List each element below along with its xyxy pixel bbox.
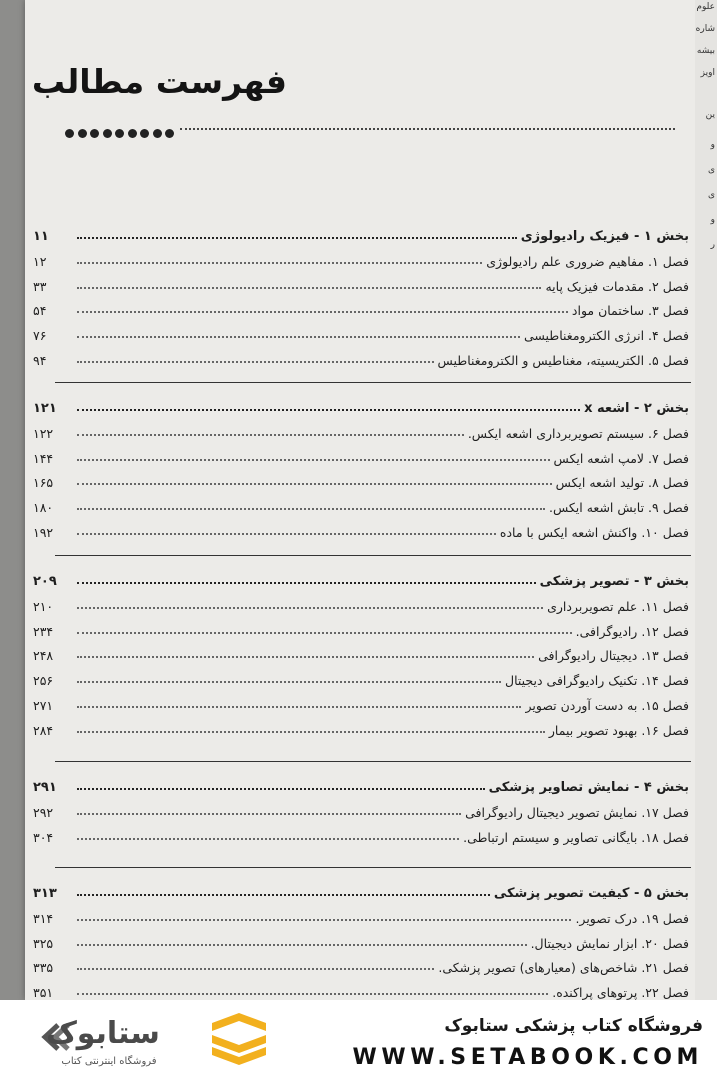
chapter-entry — [33, 691, 689, 713]
site-url[interactable]: WWW.SETABOOK.COM — [352, 1045, 703, 1070]
chapter-entry-title: فصل ۱۸. بایگانی تصاویر و سیستم ارتباطی. — [463, 830, 689, 845]
chapter-entry — [33, 929, 689, 951]
chapter-entry — [33, 468, 689, 490]
book-page — [25, 0, 697, 1000]
dot-leader — [77, 434, 464, 436]
chapter-entry-title: فصل ۱۳. دیجیتال رادیوگرافی — [538, 648, 689, 663]
chapter-entry-page-number: ۹۴ — [33, 353, 47, 368]
dot-leader — [77, 968, 434, 970]
chapter-entry-title: فصل ۱۹. درک تصویر. — [575, 911, 689, 926]
chapter-entry-page-number: ۳۵۱ — [33, 985, 54, 1000]
chapter-entry-page-number: ۱۴۴ — [33, 451, 54, 466]
chapter-entry-page-number: ۲۱۰ — [33, 599, 54, 614]
chapter-entry — [33, 666, 689, 688]
book-logo-icon — [208, 1013, 270, 1067]
logo-tagline: فروشگاه اینترنتی کتاب — [61, 1056, 157, 1067]
section-divider — [55, 867, 691, 868]
part-heading — [33, 567, 689, 589]
chapter-entry — [33, 518, 689, 540]
chapter-entry-title: فصل ۲۱. شاخص‌های (معیارهای) تصویر پزشکی. — [438, 960, 689, 975]
chapter-entry-page-number: ۳۳۵ — [33, 960, 54, 975]
chapter-entry-title: فصل ۸. تولید اشعه ایکس — [555, 475, 689, 490]
chapter-entry — [33, 617, 689, 639]
chapter-entry-title: فصل ۹. تابش اشعه ایکس. — [548, 500, 689, 515]
part-heading — [33, 394, 689, 416]
title-ornament — [65, 123, 675, 135]
chapter-entry-page-number: ۲۹۲ — [33, 805, 54, 820]
dot-leader — [77, 287, 541, 289]
chapter-entry-page-number: ۲۷۱ — [33, 698, 54, 713]
dot-leader — [77, 838, 459, 840]
chapter-entry-title: فصل ۶. سیستم تصویربرداری اشعه ایکس. — [467, 426, 689, 441]
part-heading-page-number: ۱۱ — [33, 229, 49, 244]
chapter-entry — [33, 953, 689, 975]
chapter-entry-page-number: ۱۲۲ — [33, 426, 54, 441]
chapter-entry-title: فصل ۱. مفاهیم ضروری علم رادیولوژی — [486, 254, 689, 269]
part-heading-title: بخش ۳ - تصویر پزشکی — [539, 574, 689, 589]
chapter-entry-title: فصل ۲۲. پرتوهای پراکنده. — [552, 985, 689, 1000]
chapter-entry-title: فصل ۱۵. به دست آوردن تصویر — [525, 698, 689, 713]
dot-leader — [77, 262, 482, 264]
chapter-entry-page-number: ۲۳۴ — [33, 624, 54, 639]
chapter-entry — [33, 346, 689, 368]
section-divider — [55, 382, 691, 383]
chapter-entry — [33, 904, 689, 926]
chapter-entry-page-number: ۳۳ — [33, 279, 47, 294]
dot-leader — [77, 632, 572, 634]
part-heading-page-number: ۲۹۱ — [33, 780, 57, 795]
chapter-entry — [33, 493, 689, 515]
dot-leader — [77, 311, 568, 313]
toc-title: فهرست مطالب — [31, 62, 287, 101]
part-heading-page-number: ۲۰۹ — [33, 574, 57, 589]
chapter-entry-title: فصل ۲۰. ابزار نمایش دیجیتال. — [530, 936, 689, 951]
chapter-entry-title: فصل ۳. ساختمان مواد — [571, 303, 689, 318]
dot-leader — [77, 533, 496, 535]
dot-leader — [77, 813, 461, 815]
chapter-entry-page-number: ۳۱۴ — [33, 911, 54, 926]
chapter-entry — [33, 978, 689, 1000]
dot-leader — [77, 409, 580, 411]
chapter-entry-title: فصل ۵. الکتریسیته، مغناطیس و الکترومغناطیس — [437, 353, 689, 368]
chapter-entry-title: فصل ۱۰. واکنش اشعه ایکس با ماده — [499, 525, 689, 540]
chapter-entry — [33, 592, 689, 614]
chapter-entry — [33, 444, 689, 466]
dot-leader — [77, 993, 548, 995]
chapter-entry — [33, 641, 689, 663]
chapter-entry-page-number: ۱۶۵ — [33, 475, 54, 490]
chapter-entry — [33, 296, 689, 318]
chapter-entry-title: فصل ۱۱. علم تصویربرداری — [547, 599, 689, 614]
chapter-entry — [33, 716, 689, 738]
next-page-edge: علوم شاره بیشه اویز ین و ی ی و ر — [695, 0, 717, 1000]
chapter-entry-title: فصل ۱۷. نمایش تصویر دیجیتال رادیوگرافی — [465, 805, 689, 820]
chapter-entry-title: فصل ۱۶. بهبود تصویر بیمار — [548, 723, 689, 738]
part-heading-title: بخش ۵ - کیفیت تصویر پزشکی — [493, 886, 689, 901]
chapter-entry-page-number: ۵۴ — [33, 303, 47, 318]
chapter-entry-page-number: ۳۰۴ — [33, 830, 54, 845]
part-heading-title: بخش ۴ - نمایش تصاویر پزشکی — [488, 780, 689, 795]
part-heading — [33, 773, 689, 795]
dot-leader — [77, 656, 534, 658]
chapter-entry — [33, 247, 689, 269]
section-divider — [55, 761, 691, 762]
dot-leader — [77, 894, 490, 896]
dot-leader — [77, 944, 527, 946]
chapter-entry — [33, 321, 689, 343]
chapter-entry-page-number: ۱۲ — [33, 254, 47, 269]
chapter-entry-page-number: ۷۶ — [33, 328, 47, 343]
chapter-entry-page-number: ۲۸۴ — [33, 723, 54, 738]
dot-leader — [77, 508, 545, 510]
chapter-entry-page-number: ۱۹۲ — [33, 525, 54, 540]
part-heading-page-number: ۱۲۱ — [33, 401, 57, 416]
dot-leader — [77, 731, 545, 733]
dot-leader — [77, 459, 550, 461]
chapter-entry-title: فصل ۲. مقدمات فیزیک پایه — [545, 279, 689, 294]
chapter-entry-title: فصل ۱۲. رادیوگرافی. — [575, 624, 689, 639]
chapter-entry — [33, 798, 689, 820]
chapter-entry-page-number: ۳۲۵ — [33, 936, 54, 951]
dot-leader — [77, 706, 521, 708]
dot-leader — [77, 681, 501, 683]
part-heading-title: بخش ۲ - اشعه x — [584, 401, 689, 416]
dot-leader — [77, 336, 520, 338]
dot-leader — [77, 788, 485, 790]
chapter-entry — [33, 272, 689, 294]
chapter-entry-title: فصل ۷. لامپ اشعه ایکس — [553, 451, 689, 466]
dot-leader — [77, 361, 434, 363]
dot-leader — [77, 483, 552, 485]
chapter-entry-page-number: ۱۸۰ — [33, 500, 54, 515]
logo-wordmark: ستابوک — [46, 1016, 160, 1051]
chapter-entry — [33, 419, 689, 441]
section-divider — [55, 555, 691, 556]
part-heading-page-number: ۳۱۳ — [33, 886, 57, 901]
dot-leader — [77, 919, 571, 921]
chapter-entry-page-number: ۲۴۸ — [33, 648, 54, 663]
store-footer — [0, 1000, 717, 1080]
chapter-entry — [33, 823, 689, 845]
dot-leader — [77, 582, 536, 584]
chapter-entry-title: فصل ۴. انرژی الکترومغناطیسی — [523, 328, 689, 343]
dot-leader — [77, 237, 517, 239]
part-heading-title: بخش ۱ - فیزیک رادیولوژی — [520, 229, 689, 244]
shop-name: فروشگاه کتاب پزشکی ستابوک — [444, 1016, 703, 1036]
chapter-entry-page-number: ۲۵۶ — [33, 673, 54, 688]
part-heading — [33, 222, 689, 244]
part-heading — [33, 879, 689, 901]
chapter-entry-title: فصل ۱۴. تکنیک رادیوگرافی دیجیتال — [505, 673, 689, 688]
dot-leader — [77, 607, 543, 609]
